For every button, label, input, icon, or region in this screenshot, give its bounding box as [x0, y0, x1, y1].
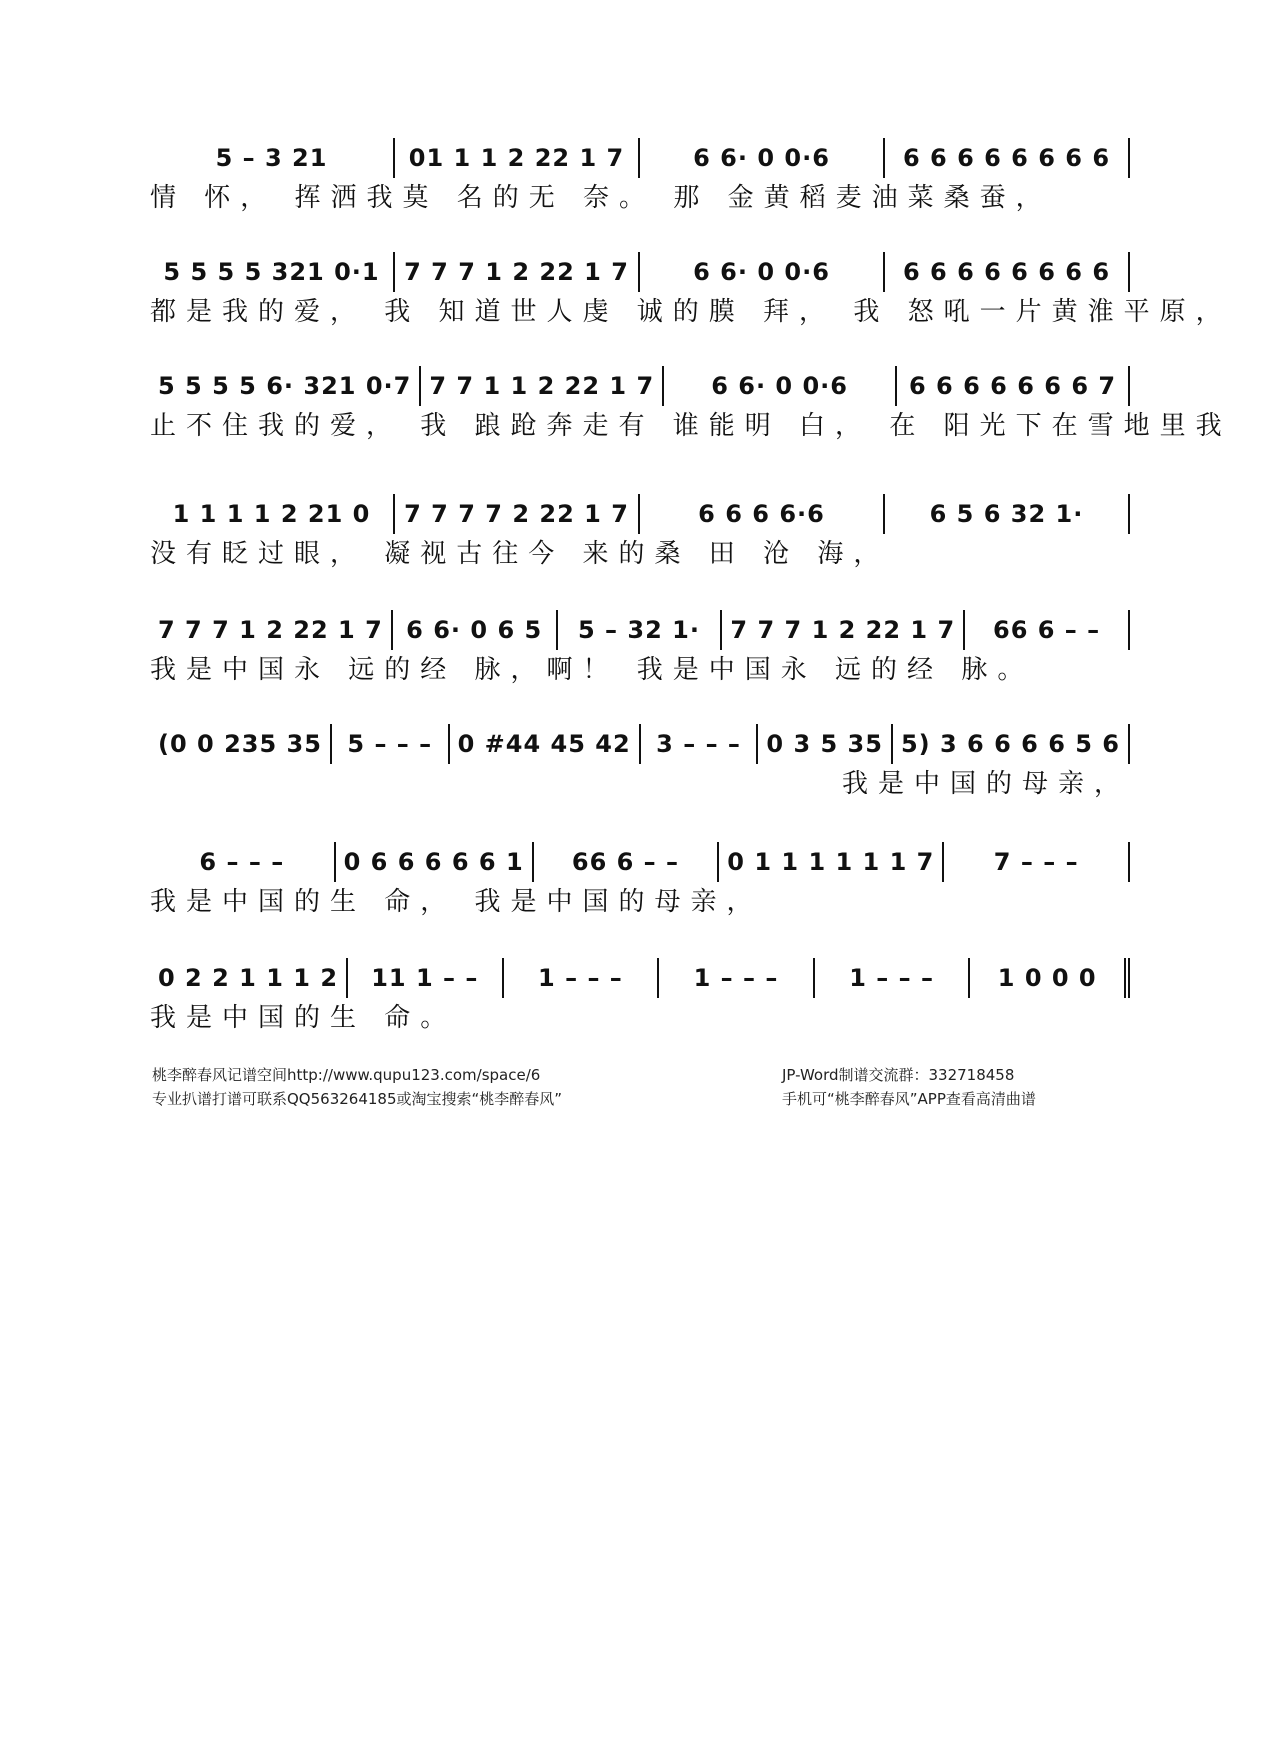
measure: (0 0 235 35	[150, 724, 332, 764]
measure: 7 7 7 1 2 22 1 7	[150, 610, 393, 650]
notation-line	[150, 366, 1130, 406]
measure: 6 6 6 6 6 6 6 6	[885, 138, 1130, 178]
notation-line	[150, 252, 1130, 292]
score-row	[150, 958, 1130, 1038]
measure: 6 6· 0 0·6	[640, 252, 885, 292]
score-row	[150, 366, 1232, 446]
notation-line	[150, 138, 1130, 178]
measure: 3 – – –	[641, 724, 759, 764]
measure: 6 6· 0 6 5	[393, 610, 558, 650]
measure: 0 3 5 35	[758, 724, 893, 764]
measure: 7 7 7 1 2 22 1 7	[395, 252, 640, 292]
measure: 6 – – –	[150, 842, 336, 882]
lyrics-line: 我是中国永 远的经 脉，啊！ 我是中国永 远的经 脉。	[150, 655, 1034, 685]
footer-right-line1: JP-Word制谱交流群：332718458	[782, 1066, 1015, 1084]
measure: 7 7 7 7 2 22 1 7	[395, 494, 640, 534]
lyrics-line: 情 怀， 挥洒我莫 名的无 奈。 那 金黄稻麦油菜桑蚕，	[150, 183, 1052, 213]
score-row	[150, 494, 1130, 574]
measure: 1 – – –	[659, 958, 815, 998]
score-row	[150, 842, 1130, 922]
measure: 7 7 1 1 2 22 1 7	[421, 366, 664, 406]
measure: 6 6· 0 0·6	[664, 366, 897, 406]
measure: 7 7 7 1 2 22 1 7	[722, 610, 965, 650]
score-row	[150, 252, 1232, 332]
footer-left-line2: 专业扒谱打谱可联系QQ563264185或淘宝搜索“桃李醉春风”	[152, 1090, 563, 1108]
lyrics-line: 没有眨过眼， 凝视古往今 来的桑 田 沧 海，	[150, 539, 890, 569]
measure: 6 6· 0 0·6	[640, 138, 885, 178]
notation-line	[150, 842, 1130, 882]
lyrics-line: 我是中国的生 命。	[150, 1003, 457, 1033]
measure: 5 – 32 1·	[558, 610, 723, 650]
measure: 1 0 0 0	[970, 958, 1130, 998]
measure: 0 6 6 6 6 6 1	[336, 842, 534, 882]
measure: 5 5 5 5 321 0·1	[150, 252, 395, 292]
measure: 1 – – –	[504, 958, 660, 998]
measure: 0 1 1 1 1 1 1 7	[719, 842, 944, 882]
measure: 6 6 6 6·6	[640, 494, 885, 534]
measure: 5) 3 6 6 6 6 5 6	[893, 724, 1130, 764]
lyrics-line: 止不住我的爱， 我 踉跄奔走有 谁能明 白， 在 阳光下在雪地里我	[150, 411, 1232, 441]
measure: 1 – – –	[815, 958, 971, 998]
measure: 7 – – –	[944, 842, 1130, 882]
footer-right-line2: 手机可“桃李醉春风”APP查看高清曲谱	[782, 1090, 1036, 1108]
measure: 0 #44 45 42	[450, 724, 641, 764]
measure: 6 6 6 6 6 6 6 7	[897, 366, 1130, 406]
measure: 5 5 5 5 6· 321 0·7	[150, 366, 421, 406]
score-row	[150, 138, 1130, 218]
measure: 5 – – –	[332, 724, 450, 764]
lyrics-line: 我是中国的母亲，	[841, 769, 1130, 799]
notation-line	[150, 494, 1130, 534]
footer-left-line1: 桃李醉春风记谱空间http://www.qupu123.com/space/6	[152, 1066, 541, 1084]
lyrics-line: 我是中国的生 命， 我是中国的母亲，	[150, 887, 763, 917]
notation-line	[150, 724, 1130, 764]
score-row	[150, 610, 1130, 690]
score-row	[150, 724, 1130, 804]
notation-line	[150, 610, 1130, 650]
measure: 5 – 3 21	[150, 138, 395, 178]
measure: 1 1 1 1 2 21 0	[150, 494, 395, 534]
measure: 6 5 6 32 1·	[885, 494, 1130, 534]
measure: 6 6 6 6 6 6 6 6	[885, 252, 1130, 292]
lyrics-line: 都是我的爱， 我 知道世人虔 诚的膜 拜， 我 怒吼一片黄淮平原，	[150, 297, 1232, 327]
measure: 11 1 – –	[348, 958, 504, 998]
measure: 0 2 2 1 1 1 2	[150, 958, 348, 998]
measure: 66 6 – –	[534, 842, 720, 882]
measure: 01 1 1 2 22 1 7	[395, 138, 640, 178]
measure: 66 6 – –	[965, 610, 1130, 650]
notation-line	[150, 958, 1130, 998]
